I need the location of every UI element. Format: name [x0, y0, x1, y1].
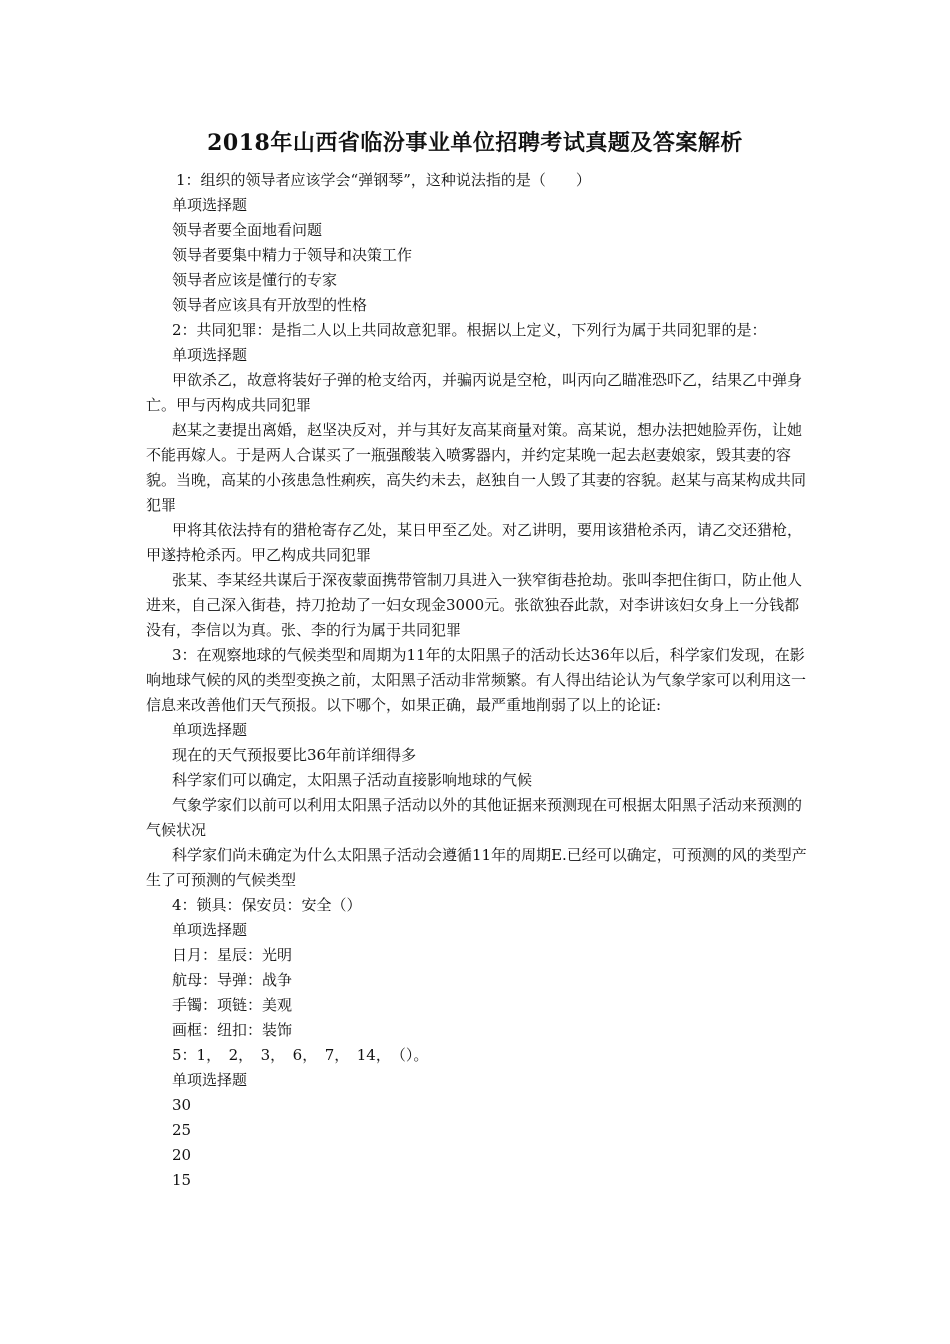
- option: 气象学家们以前可以利用太阳黑子活动以外的其他证据来预测现在可根据太阳黑子活动来预测的气候状况: [146, 796, 803, 839]
- option: 航母：导弹：战争: [172, 971, 293, 989]
- option: 15: [172, 1171, 192, 1189]
- option: 甲欲杀乙，故意将装好子弹的枪支给丙，并骗丙说是空枪，叫丙向乙瞄准恐吓乙，结果乙中弹身亡。甲与丙构成共同犯罪: [146, 371, 803, 414]
- question-2: 2：共同犯罪：是指二人以上共同故意犯罪。根据以上定义，下列行为属于共同犯罪的是：: [172, 321, 767, 339]
- question-5: 5：1， 2， 3， 6， 7， 14， （）。: [172, 1046, 429, 1064]
- option: 30: [172, 1096, 192, 1114]
- option: 手镯：项链：美观: [172, 996, 293, 1014]
- option: 科学家们尚未确定为什么太阳黑子活动会遵循11年的周期E.已经可以确定，可预测的风的类型产生了可预测的气候类型: [146, 846, 807, 889]
- option: 张某、李某经共谋后于深夜蒙面携带管制刀具进入一狭窄街巷抢劫。张叫李把住街口，防止他人进来，自己深入街巷，持刀抢劫了一妇女现金3000元。张欲独吞此款，对李讲该妇女身上一分钱都没有，李信以为真。张、李的行为属于共同犯罪: [146, 571, 803, 639]
- option: 领导者应该是懂行的专家: [172, 271, 338, 289]
- question-type: 单项选择题: [172, 1071, 248, 1089]
- question-1: 1：组织的领导者应该学会“弹钢琴”，这种说法指的是（ ）: [176, 171, 591, 189]
- option: 日月：星辰：光明: [172, 946, 293, 964]
- option: 画框：纽扣：装饰: [172, 1021, 293, 1039]
- option: 25: [172, 1121, 192, 1139]
- option: 领导者要全面地看问题: [172, 221, 323, 239]
- question-type: 单项选择题: [172, 346, 248, 364]
- option: 20: [172, 1146, 192, 1164]
- question-type: 单项选择题: [172, 921, 248, 939]
- option: 领导者应该具有开放型的性格: [172, 296, 368, 314]
- option: 现在的天气预报要比36年前详细得多: [172, 746, 417, 764]
- document-title: 2018年山西省临汾事业单位招聘考试真题及答案解析: [207, 130, 743, 156]
- document-body: [146, 168, 810, 1193]
- question-type: 单项选择题: [172, 721, 248, 739]
- question-type: 单项选择题: [172, 196, 248, 214]
- option: 赵某之妻提出离婚，赵坚决反对，并与其好友高某商量对策。高某说，想办法把她脸弄伤，让她不能再嫁人。于是两人合谋买了一瓶强酸装入喷雾器内，并约定某晚一起去赵妻娘家，毁其妻的容貌。当晚，高某的小孩患急性痢疾，高失约未去，赵独自一人毁了其妻的容貌。赵某与高某构成共同犯罪: [146, 421, 807, 514]
- option: 领导者要集中精力于领导和决策工作: [172, 246, 413, 264]
- question-3: 3：在观察地球的气候类型和周期为11年的太阳黑子的活动长达36年以后，科学家们发现，在影响地球气候的风的类型变换之前，太阳黑子活动非常频繁。有人得出结论认为气象学家可以利用这一信息来改善他们天气预报。以下哪个，如果正确，最严重地削弱了以上的论证:: [146, 646, 807, 714]
- option: 甲将其依法持有的猎枪寄存乙处，某日甲至乙处。对乙讲明，要用该猎枪杀丙，请乙交还猎枪，甲遂持枪杀丙。甲乙构成共同犯罪: [146, 521, 803, 564]
- option: 科学家们可以确定，太阳黑子活动直接影响地球的气候: [172, 771, 533, 789]
- question-4: 4：锁具：保安员：安全（）: [172, 896, 362, 914]
